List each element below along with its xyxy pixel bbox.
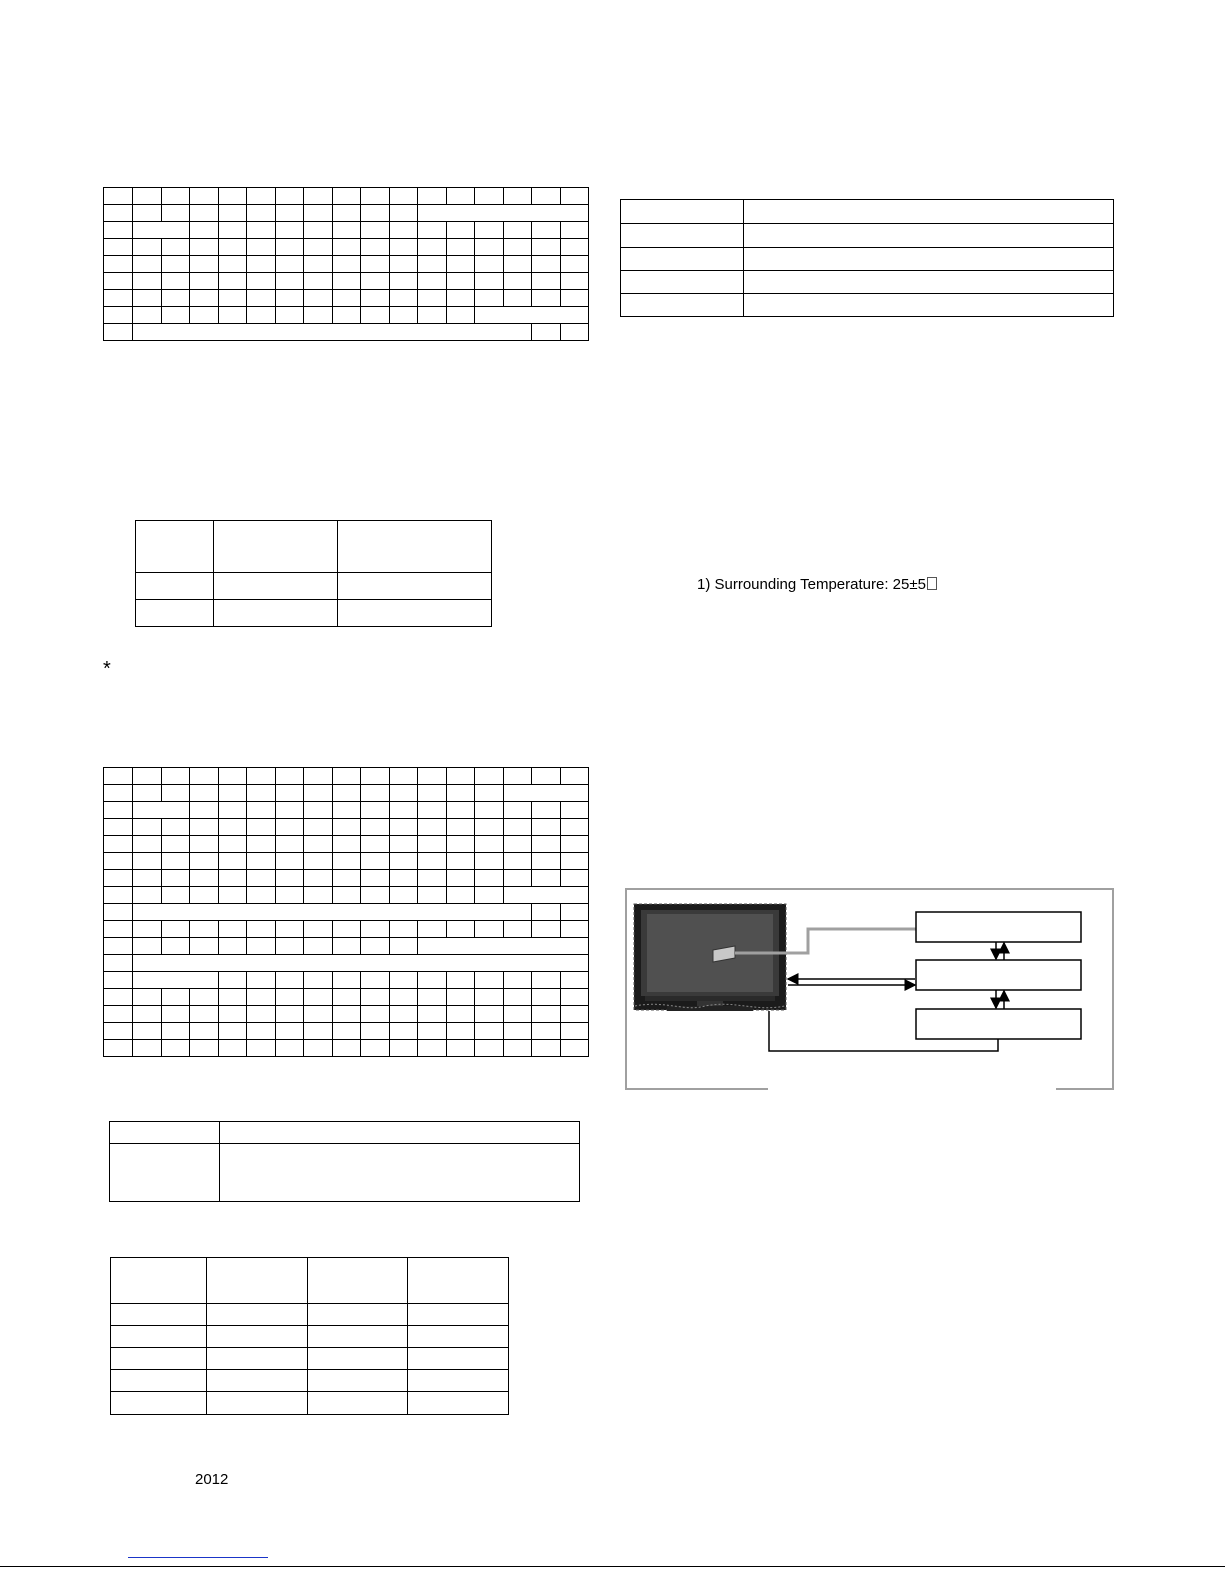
- footer-divider: [0, 1566, 1225, 1567]
- grid-table-b: [103, 767, 589, 1057]
- connection-diagram: [625, 888, 1115, 1092]
- table-three-column: [135, 520, 492, 627]
- diagram-box-middle: [916, 960, 1081, 990]
- footer-link-underline[interactable]: [128, 1557, 268, 1558]
- surrounding-temperature-text: 1) Surrounding Temperature: 25±5: [697, 576, 926, 593]
- missing-glyph-box: [927, 577, 937, 590]
- spec-table-right: [620, 199, 1114, 317]
- grid-table-a: [103, 187, 589, 341]
- asterisk-note: *: [103, 658, 111, 680]
- diagram-box-bottom: [916, 1009, 1081, 1039]
- year-text: 2012: [195, 1471, 229, 1488]
- tv-icon: [634, 904, 786, 1011]
- table-four-column: [110, 1257, 509, 1415]
- table-two-column: [109, 1121, 580, 1202]
- diagram-box-top: [916, 912, 1081, 942]
- surrounding-temperature-note: [697, 576, 937, 594]
